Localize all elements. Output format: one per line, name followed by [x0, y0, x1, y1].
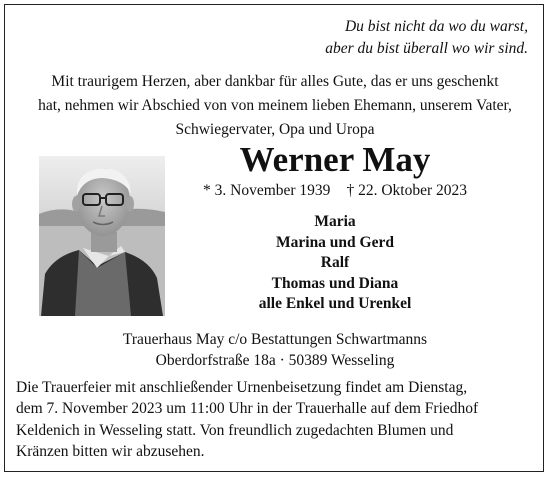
quote-line-1: Du bist nicht da wo du warst, [344, 18, 528, 35]
ceremony-details [16, 377, 536, 462]
family-member: alle Enkel und Urenkel [258, 295, 412, 312]
family-member: Maria [314, 213, 356, 230]
ceremony-line-4: Kränzen bitten wir abzusehen. [16, 442, 205, 460]
memorial-quote [208, 16, 528, 60]
family-list [215, 212, 455, 315]
intro-text [16, 70, 534, 142]
intro-line-1: Mit traurigem Herzen, aber dankbar für alles Gute, das er uns geschenkt [51, 73, 499, 90]
family-member: Marina und Gerd [276, 233, 394, 251]
ceremony-line-2: dem 7. November 2023 um 11:00 Uhr in der Trauerhalle auf dem Friedhof [16, 400, 479, 418]
mourning-house-line-2: Oberdorfstraße 18a · 50389 Wesseling [155, 351, 395, 369]
portrait-photo [39, 156, 165, 316]
intro-line-2: hat, nehmen wir Abschied von von meinem lieben Ehemann, unserem Vater, [38, 97, 512, 114]
ceremony-line-1: Die Trauerfeier mit anschließender Urnenbeisetzung findet am Dienstag, [16, 379, 468, 396]
family-member: Ralf [320, 254, 350, 271]
mourning-house-line-1: Trauerhaus May c/o Bestattungen Schwartmanns [122, 331, 428, 348]
intro-line-3: Schwiegervater, Opa und Uropa [175, 121, 375, 138]
deceased-name: Werner May [239, 140, 431, 179]
birth-date: * 3. November 1939 [203, 182, 331, 199]
life-dates [175, 180, 495, 202]
death-date: † 22. Oktober 2023 [346, 182, 467, 199]
mourning-house-address [100, 330, 450, 371]
family-member: Thomas und Diana [271, 274, 399, 292]
ceremony-line-3: Keldenich in Wesseling statt. Von freundlich zugedachten Blumen und [16, 421, 454, 439]
quote-line-2: aber du bist überall wo wir sind. [325, 40, 528, 57]
